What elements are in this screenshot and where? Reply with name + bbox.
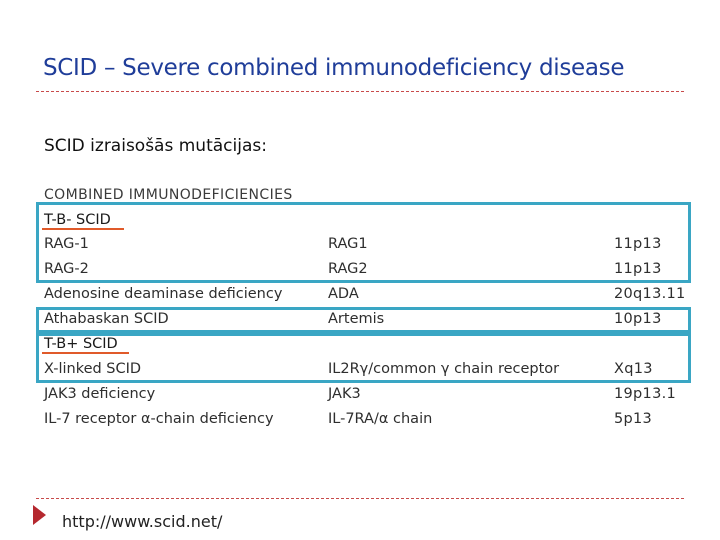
locus-cell: 19p13.1 xyxy=(614,386,677,402)
footer-divider xyxy=(36,498,684,499)
highlight-box-t-b-minus xyxy=(36,202,691,283)
gene-cell: IL2Rγ/common γ chain receptor xyxy=(328,361,560,377)
slide-subtitle: SCID izraisošās mutācijas: xyxy=(44,136,267,156)
gene-cell: ADA xyxy=(328,286,359,302)
locus-cell: 20q13.11 xyxy=(614,286,686,302)
disease-cell: T-B- SCID xyxy=(44,212,111,228)
title-divider xyxy=(36,91,684,92)
locus-cell: 5p13 xyxy=(614,411,653,427)
gene-cell: JAK3 xyxy=(328,386,361,402)
bullet-arrow-icon xyxy=(33,505,46,525)
disease-cell: RAG-1 xyxy=(44,236,89,252)
gene-cell: RAG1 xyxy=(328,236,368,252)
highlight-box-athabaskan xyxy=(36,307,691,333)
disease-cell: Adenosine deaminase deficiency xyxy=(44,286,283,302)
table-row xyxy=(44,409,684,431)
slide-title: SCID – Severe combined immunodeficiency disease xyxy=(43,55,625,81)
disease-cell: T-B+ SCID xyxy=(44,336,118,352)
gene-cell: IL-7RA/α chain xyxy=(328,411,433,427)
locus-cell: 11p13 xyxy=(614,261,662,277)
table-row xyxy=(44,284,684,306)
disease-cell: Athabaskan SCID xyxy=(44,311,169,327)
gene-cell: RAG2 xyxy=(328,261,368,277)
table-row xyxy=(44,384,684,406)
disease-cell: X-linked SCID xyxy=(44,361,142,377)
highlight-box-t-b-plus xyxy=(36,333,691,383)
locus-cell: 10p13 xyxy=(614,311,662,327)
disease-cell: JAK3 deficiency xyxy=(44,386,156,402)
disease-cell: RAG-2 xyxy=(44,261,89,277)
gene-cell: Artemis xyxy=(328,311,385,327)
table-heading: COMBINED IMMUNODEFICIENCIES xyxy=(44,187,293,200)
source-link[interactable]: http://www.scid.net/ xyxy=(62,512,223,531)
disease-cell: IL-7 receptor α-chain deficiency xyxy=(44,411,274,427)
locus-cell: Xq13 xyxy=(614,361,653,377)
locus-cell: 11p13 xyxy=(614,236,662,252)
